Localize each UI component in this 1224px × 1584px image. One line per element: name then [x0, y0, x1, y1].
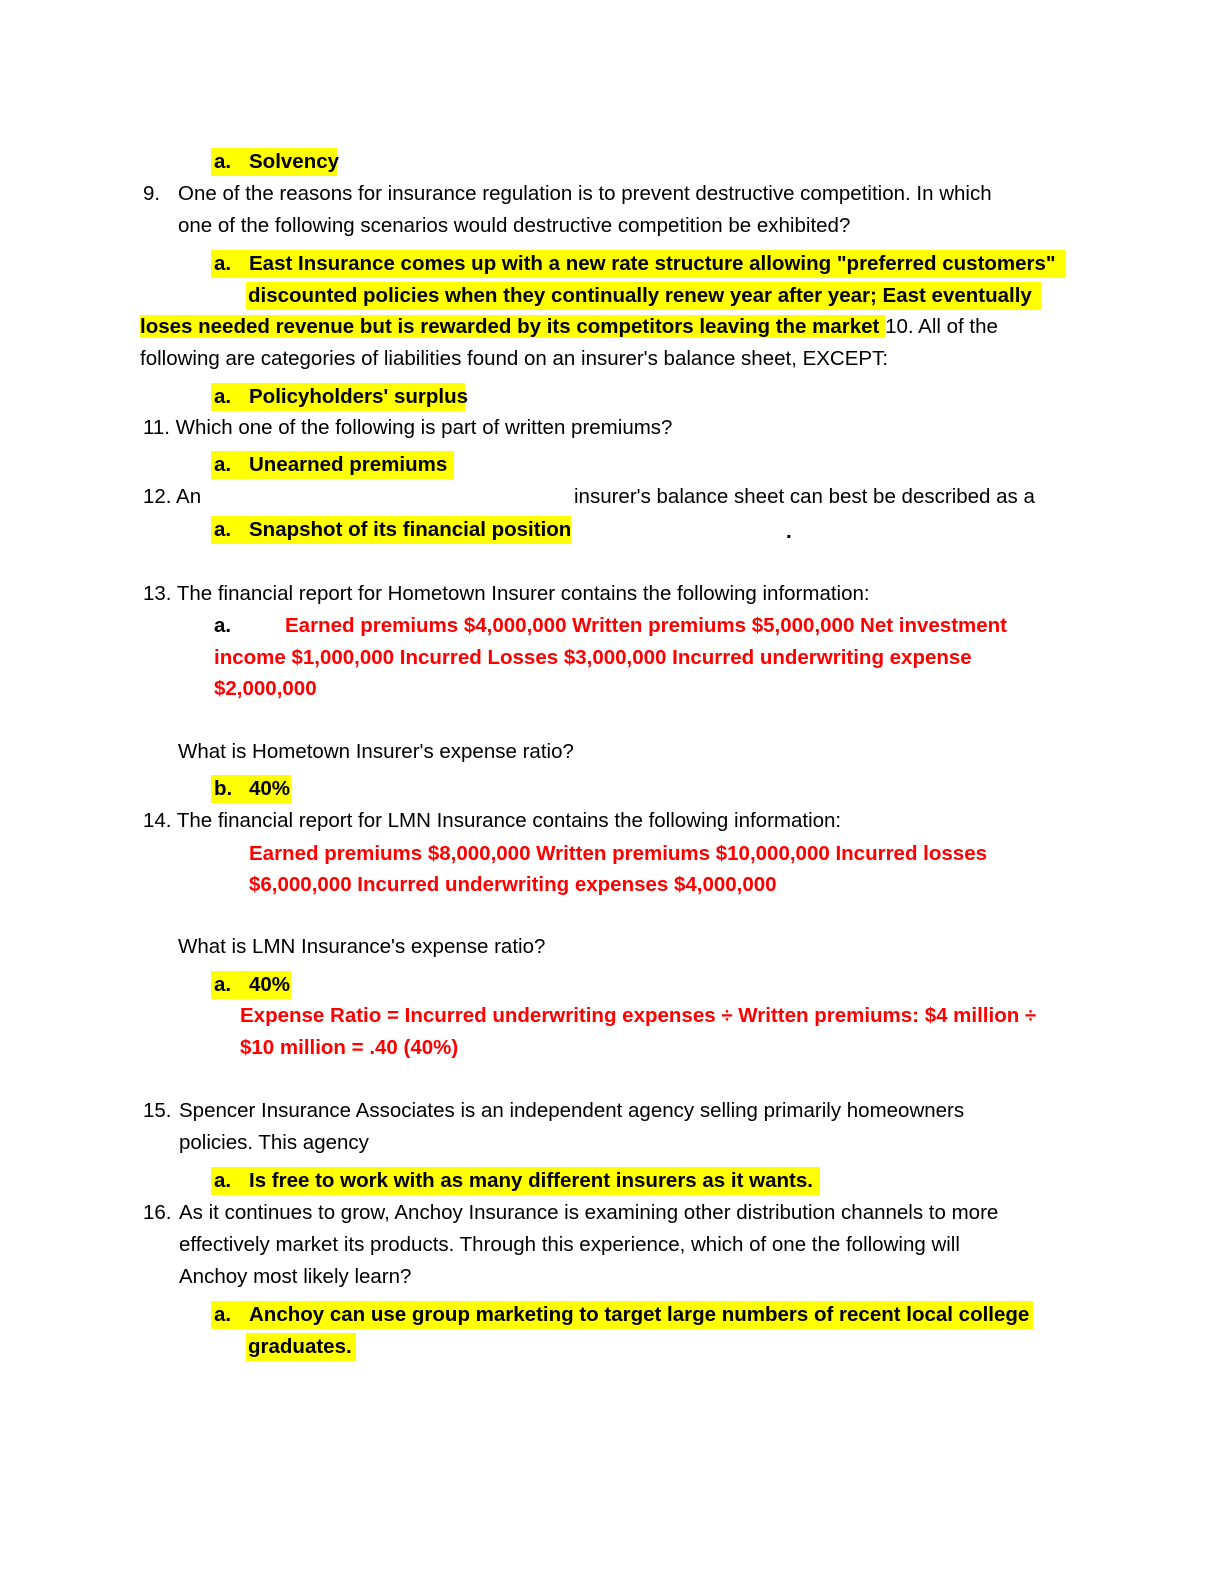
- q15-answer: a. Is free to work with as many different insurers as it wants.: [211, 1167, 820, 1195]
- q16-question-line2: effectively market its products. Through this experience, which of one the following will: [179, 1233, 960, 1256]
- q13-info-line2: income $1,000,000 Incurred Losses $3,000,000 Incurred underwriting expense: [214, 646, 972, 669]
- q9-question-line2: one of the following scenarios would destructive competition be exhibited?: [178, 214, 851, 237]
- q14-info-line2: $6,000,000 Incurred underwriting expenses $4,000,000: [249, 873, 777, 896]
- q16-answer-line1: a. Anchoy can use group marketing to target large numbers of recent local college: [211, 1301, 1033, 1329]
- q13-question: 13. The financial report for Hometown Insurer contains the following information:: [143, 582, 870, 605]
- q9-answer-line2: discounted policies when they continually renew year after year; East eventually: [246, 282, 1041, 310]
- q13-sub-question: What is Hometown Insurer's expense ratio?: [178, 740, 574, 763]
- q15-number: 15.: [143, 1099, 172, 1122]
- q10-question-line2: following are categories of liabilities found on an insurer's balance sheet, EXCEPT:: [140, 347, 889, 370]
- q14-explanation-line1: Expense Ratio = Incurred underwriting expenses ÷ Written premiums: $4 million ÷: [240, 1004, 1037, 1027]
- q13-answer: b. 40%: [211, 775, 291, 803]
- q12-trailing-dot: .: [786, 520, 792, 543]
- q9-q10-line: [140, 313, 998, 341]
- q12-answer: a. Snapshot of its financial position: [211, 516, 571, 544]
- q9-number: 9.: [143, 182, 161, 205]
- q16-answer-line2: graduates.: [246, 1333, 356, 1361]
- q13-info-line1: Earned premiums $4,000,000 Written premiums $5,000,000 Net investment: [285, 614, 1008, 637]
- q13-info-letter: a.: [214, 614, 232, 637]
- q9-question-line1: One of the reasons for insurance regulation is to prevent destructive competition. In which: [178, 182, 992, 205]
- q10-question-line1: 10. All of the: [885, 315, 998, 338]
- q11-answer: a. Unearned premiums: [211, 451, 454, 479]
- q14-explanation-line2: $10 million = .40 (40%): [240, 1036, 459, 1059]
- q15-question-line1: Spencer Insurance Associates is an independent agency selling primarily homeowners: [179, 1099, 965, 1122]
- q11-question: 11. Which one of the following is part of written premiums?: [143, 416, 673, 439]
- q13-info-line3: $2,000,000: [214, 677, 317, 700]
- q12-question-end: insurer's balance sheet can best be described as a: [574, 485, 1035, 508]
- q12-question-start: 12. An: [143, 485, 202, 508]
- q14-question: 14. The financial report for LMN Insurance contains the following information:: [143, 809, 842, 832]
- q14-info-line1: Earned premiums $8,000,000 Written premiums $10,000,000 Incurred losses: [249, 842, 987, 865]
- q9-answer-line1: a. East Insurance comes up with a new rate structure allowing "preferred customers": [211, 250, 1066, 278]
- q16-question-line1: As it continues to grow, Anchoy Insurance is examining other distribution channels to more: [179, 1201, 999, 1224]
- q14-sub-question: What is LMN Insurance's expense ratio?: [178, 935, 546, 958]
- q16-question-line3: Anchoy most likely learn?: [179, 1265, 412, 1288]
- q15-question-line2: policies. This agency: [179, 1131, 369, 1154]
- q16-number: 16.: [143, 1201, 172, 1224]
- q10-answer: a. Policyholders' surplus: [211, 383, 465, 411]
- q14-answer: a. 40%: [211, 971, 291, 999]
- q8-answer: a. Solvency: [211, 148, 337, 176]
- q9-answer-line3: loses needed revenue but is rewarded by its competitors leaving the market: [140, 315, 886, 338]
